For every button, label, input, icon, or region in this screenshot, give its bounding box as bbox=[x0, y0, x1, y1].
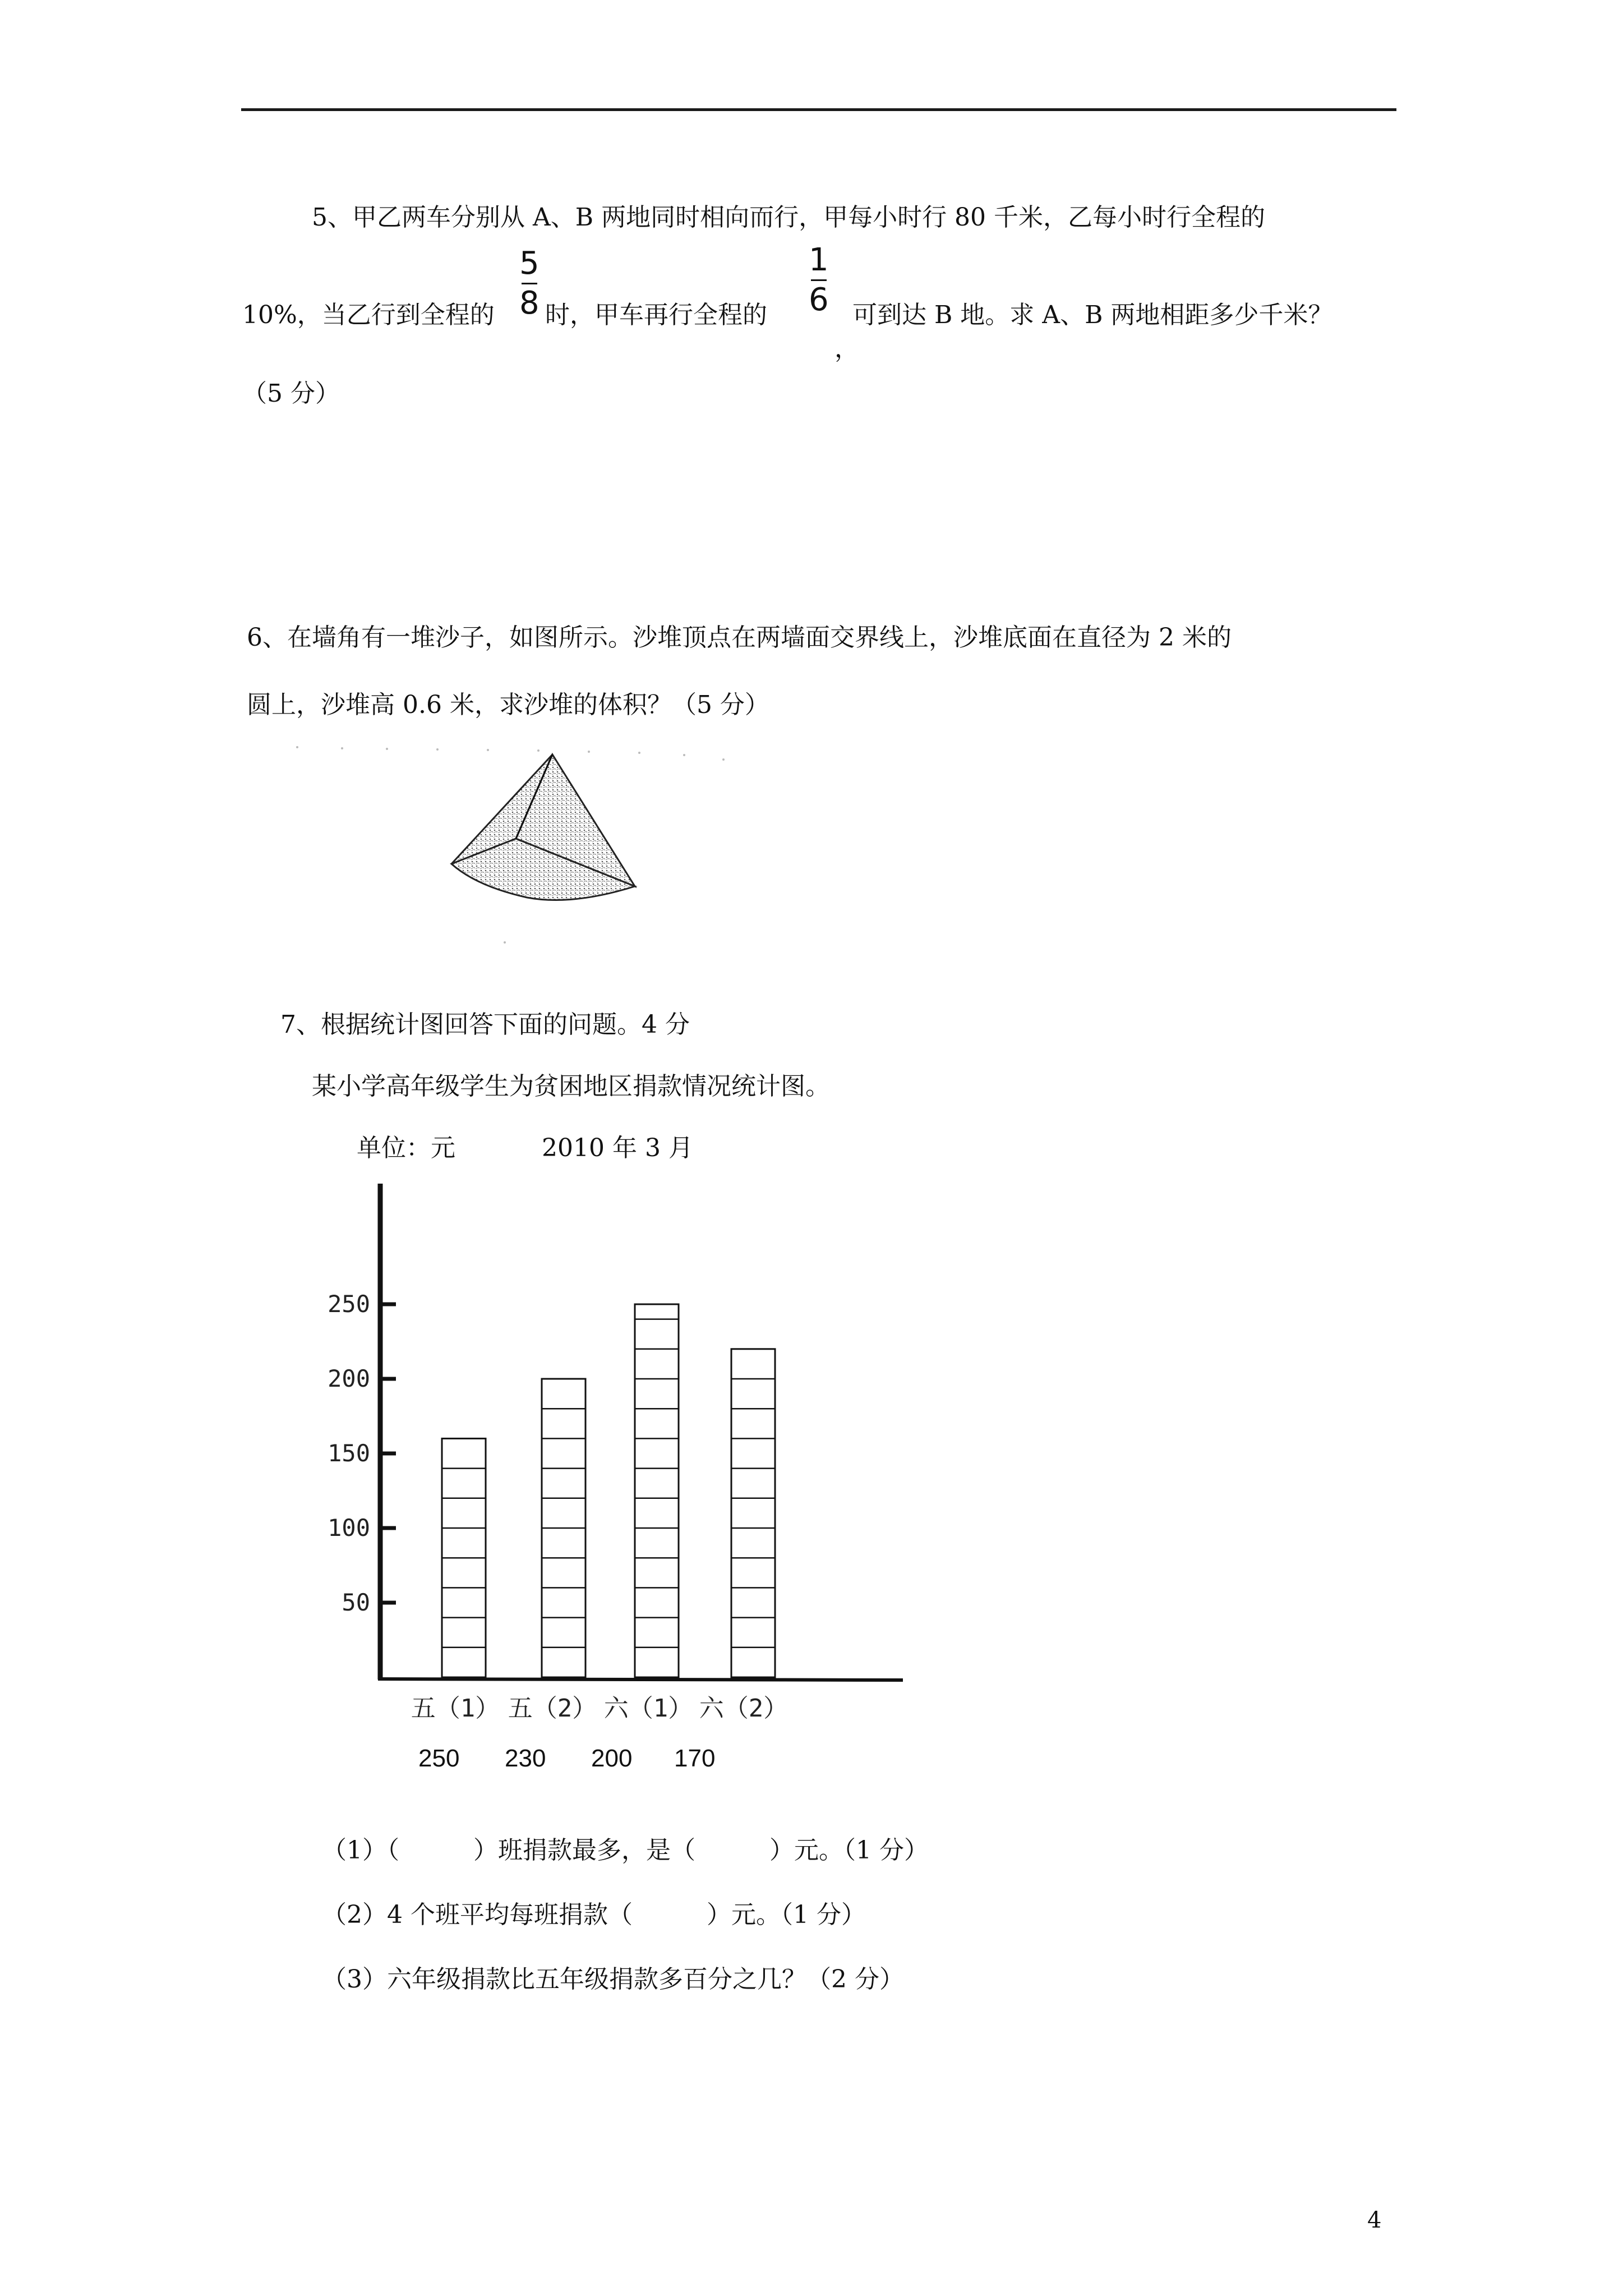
chart-bars bbox=[442, 1304, 775, 1677]
fraction-denominator: 8 bbox=[519, 285, 540, 321]
q6-line2: 圆上，沙堆高 0.6 米，求沙堆的体积？（5 分） bbox=[247, 691, 769, 719]
q7-sub1: （1）（ ）班捐款最多，是（ ）元。（1 分） bbox=[322, 1836, 929, 1865]
value-label: 170 bbox=[674, 1745, 716, 1772]
fraction-one-sixth bbox=[809, 242, 829, 318]
chart-categories bbox=[411, 1694, 789, 1723]
q6-line1: 6、在墙角有一堆沙子，如图所示。沙堆顶点在两墙面交界线上，沙堆底面在直径为 2 米的 bbox=[247, 623, 1232, 652]
x-axis bbox=[378, 1677, 903, 1682]
category-label: 五（1） bbox=[411, 1694, 500, 1723]
page-number: 4 bbox=[1367, 2207, 1382, 2233]
chart-ticks bbox=[328, 1290, 396, 1616]
header-rule bbox=[241, 108, 1396, 111]
q7-sub3: （3）六年级捐款比五年级捐款多百分之几？（2 分） bbox=[322, 1965, 904, 1994]
fraction-numerator: 1 bbox=[809, 242, 829, 278]
bar bbox=[635, 1304, 679, 1677]
y-tick-label: 200 bbox=[328, 1365, 370, 1392]
q5-comma: ， bbox=[834, 334, 859, 363]
q5-line1: 5、甲乙两车分别从 A、B 两地同时相向而行，甲每小时行 80 千米，乙每小时行全程的 bbox=[312, 203, 1266, 232]
sand-pile-figure bbox=[292, 735, 796, 954]
y-tick-label: 100 bbox=[328, 1514, 370, 1542]
fraction-denominator: 6 bbox=[809, 282, 829, 318]
value-label: 230 bbox=[505, 1745, 546, 1772]
chart-title: 某小学高年级学生为贫困地区捐款情况统计图。 bbox=[312, 1072, 830, 1101]
q7-sub2: （2）4 个班平均每班捐款（ ）元。（1 分） bbox=[322, 1901, 866, 1929]
chart-date: 2010 年 3 月 bbox=[542, 1134, 693, 1162]
chart-unit: 单位：元 bbox=[357, 1134, 455, 1162]
q5-line3: （5 分） bbox=[242, 379, 340, 408]
donation-bar-chart bbox=[292, 1178, 965, 1812]
q5-line2-a: 10%，当乙行到全程的 bbox=[242, 301, 495, 329]
fraction-bar bbox=[811, 279, 827, 281]
bar bbox=[731, 1349, 775, 1677]
y-tick-label: 50 bbox=[342, 1589, 370, 1616]
category-label: 六（2） bbox=[699, 1694, 789, 1723]
category-label: 五（2） bbox=[508, 1694, 597, 1723]
y-tick-label: 150 bbox=[328, 1439, 370, 1467]
value-label: 200 bbox=[591, 1745, 633, 1772]
fraction-numerator: 5 bbox=[519, 245, 540, 282]
category-label: 六（1） bbox=[603, 1694, 693, 1723]
q5-line2-c: 可到达 B 地。求 A、B 两地相距多少千米？ bbox=[852, 301, 1333, 329]
q5-line2-b: 时，甲车再行全程的 bbox=[545, 301, 767, 329]
fraction-bar bbox=[522, 283, 537, 284]
q7-title: 7、根据统计图回答下面的问题。4 分 bbox=[280, 1010, 690, 1039]
fraction-five-eighths bbox=[519, 245, 540, 321]
value-label: 250 bbox=[418, 1745, 460, 1772]
y-tick-label: 250 bbox=[328, 1290, 370, 1318]
